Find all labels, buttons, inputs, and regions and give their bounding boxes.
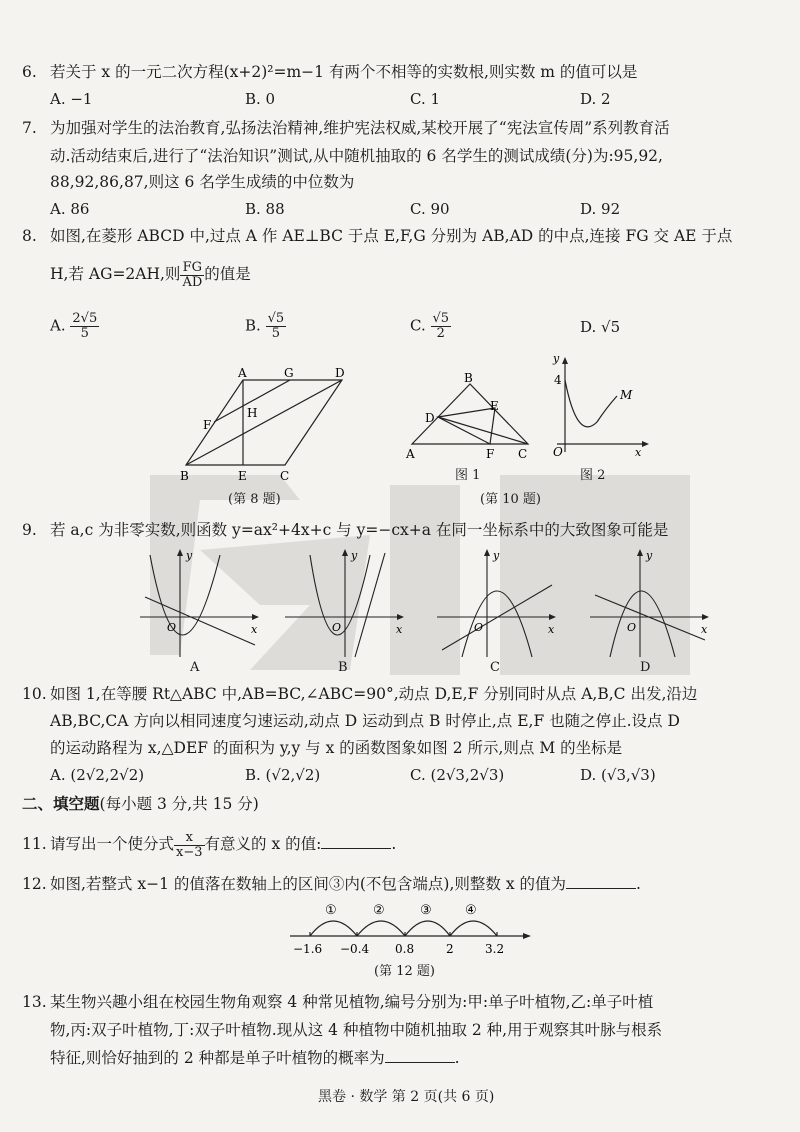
point-m-label: M (620, 388, 633, 402)
section-note: (每小题 3 分,共 15 分) (99, 795, 259, 813)
question-7-line2: 动.活动结束后,进行了“法治知识”测试,从中随机抽取的 6 名学生的测试成绩(分)为:95,92, (50, 147, 663, 165)
fraction (70, 312, 99, 341)
question-number: 6. (22, 63, 37, 81)
fraction (266, 312, 287, 341)
label-c: C (518, 447, 528, 461)
option-d: D. (√3,√3) (580, 766, 656, 784)
origin-label: O (627, 621, 637, 634)
question-text: 如图 1,在等腰 Rt△ABC 中,AB=BC,∠ABC=90°,动点 D,E,F 分别同时从点 A,B,C 出发,沿边 (50, 685, 698, 703)
question-text: 请写出一个使分式 (50, 835, 175, 853)
question-number: 9. (22, 521, 37, 539)
answer-blank[interactable] (321, 834, 391, 849)
axis-y-label: y (351, 549, 358, 562)
question-text-end: . (636, 875, 641, 893)
graph-b-label: B (338, 660, 348, 675)
option-b (245, 312, 286, 341)
number-line (285, 900, 535, 960)
origin-label: O (167, 621, 177, 634)
question-number: 13. (22, 993, 47, 1011)
origin-label: O (553, 445, 563, 459)
interval-2: ② (373, 903, 385, 918)
question-7 (22, 118, 670, 138)
fraction-numerator: √5 (432, 311, 450, 326)
question-10-line3: 的运动路程为 x,△DEF 的面积为 y,y 与 x 的函数图象如图 2 所示,则点 M 的坐标是 (50, 739, 623, 757)
question-13 (22, 992, 653, 1012)
question-text: 如图,在菱形 ABCD 中,过点 A 作 AE⊥BC 于点 E,F,G 分别为 AB,AD 的中点,连接 FG 交 AE 于点 (50, 227, 733, 245)
axis-x-label: x (396, 623, 403, 636)
section-title: 二、填空题 (22, 794, 100, 813)
question-text: 若关于 x 的一元二次方程(x+2)²=m−1 有两个不相等的实数根,则实数 m 的值可以是 (50, 63, 638, 81)
tick-4: 4 (554, 373, 562, 387)
question-number: 8. (22, 227, 37, 245)
option-label: D. (580, 318, 597, 336)
section-heading (22, 794, 259, 814)
label-a: A (238, 366, 247, 380)
page-footer: 黑卷 · 数学 第 2 页(共 6 页) (318, 1089, 495, 1105)
option-b: B. 0 (245, 90, 276, 108)
label-f: F (203, 418, 212, 432)
answer-blank[interactable] (385, 1048, 455, 1063)
question-number: 11. (22, 835, 47, 853)
question-11 (22, 826, 396, 862)
question-8-line2 (50, 256, 251, 292)
question-10-line2: AB,BC,CA 方向以相同速度匀速运动,动点 D 运动到点 B 时停止,点 E,F 也随之停止.设点 D (50, 712, 680, 730)
option-c: C. (2√3,2√3) (410, 766, 505, 784)
origin-label: O (332, 621, 342, 634)
axis-y-label: y (553, 352, 560, 365)
option-d: D. 2 (580, 90, 611, 108)
question-text: 某生物兴趣小组在校园生物角观察 4 种常见植物,编号分别为:甲:单子叶植物,乙:单子叶植 (50, 993, 654, 1011)
question-text: 如图,若整式 x−1 的值落在数轴上的区间③内(不包含端点),则整数 x 的值为 (50, 875, 566, 893)
question-7-line3: 88,92,86,87,则这 6 名学生成绩的中位数为 (50, 173, 355, 191)
fraction-denominator: 5 (271, 326, 280, 341)
question-8 (22, 226, 732, 246)
label-a: A (406, 447, 415, 461)
question-10 (22, 684, 697, 704)
axis-x-label: x (548, 623, 555, 636)
question-9 (22, 520, 668, 540)
figure-1-caption: 图 1 (455, 468, 481, 483)
label-e: E (490, 399, 499, 413)
figure-caption: (第 8 题) (228, 492, 281, 507)
option-a: A. 86 (50, 200, 90, 218)
graph-c (432, 545, 562, 660)
question-text: 的值是 (204, 265, 251, 283)
fraction (180, 261, 204, 290)
option-label: A. (50, 316, 66, 335)
graph-d (585, 545, 715, 660)
axis-x-label: x (251, 623, 258, 636)
answer-blank[interactable] (566, 874, 636, 889)
question-text: 特征,则恰好抽到的 2 种都是单子叶植物的概率为 (50, 1049, 385, 1067)
graph-c-label: C (490, 660, 500, 675)
option-label: C. (410, 316, 426, 335)
axis-x-label: x (635, 446, 642, 459)
label-b: B (464, 372, 473, 385)
figure-2-caption: 图 2 (580, 468, 606, 483)
option-value: √5 (601, 318, 621, 336)
question-text: 若 a,c 为非零实数,则函数 y=ax²+4x+c 与 y=−cx+a 在同一坐标系中的大致图象可能是 (50, 521, 669, 539)
fraction (174, 831, 205, 860)
fraction-denominator: x−3 (176, 844, 203, 860)
question-text-end: . (454, 1049, 460, 1067)
fraction-numerator: x (174, 831, 205, 846)
tick-label: 2 (446, 942, 454, 956)
option-c: C. 90 (410, 200, 450, 218)
option-a (50, 312, 99, 341)
question-number: 12. (22, 875, 47, 893)
tick-label: 0.8 (395, 942, 415, 956)
interval-4: ④ (465, 903, 477, 918)
label-d: D (335, 366, 345, 380)
option-c (410, 312, 451, 341)
option-d (580, 318, 620, 336)
figure-graph (545, 352, 655, 462)
question-12 (22, 874, 641, 894)
fraction-numerator: FG (180, 261, 204, 276)
label-b: B (180, 469, 189, 483)
question-6 (22, 62, 637, 82)
fraction-denominator: 5 (80, 326, 89, 341)
graph-b (280, 545, 410, 660)
question-text-end: . (391, 835, 397, 853)
option-b: B. (√2,√2) (245, 766, 321, 784)
option-a: A. (2√2,2√2) (50, 766, 145, 784)
label-d: D (425, 411, 435, 425)
axis-x-label: x (701, 623, 708, 636)
graph-a (135, 545, 265, 660)
label-h: H (247, 406, 258, 420)
fraction-numerator: √5 (267, 311, 285, 326)
fraction-numerator: 2√5 (72, 311, 98, 326)
tick-label: 3.2 (485, 942, 505, 956)
fraction (431, 312, 452, 341)
question-number: 7. (22, 119, 37, 137)
question-number: 10. (22, 685, 47, 703)
figure-triangle (400, 372, 535, 462)
question-text: 有意义的 x 的值: (204, 835, 322, 853)
label-c: C (280, 469, 290, 483)
option-c: C. 1 (410, 90, 441, 108)
graph-d-label: D (640, 660, 651, 675)
option-d: D. 92 (580, 200, 621, 218)
axis-y-label: y (493, 549, 500, 562)
question-text: 为加强对学生的法治教育,弘扬法治精神,维护宪法权威,某校开展了“宪法宣传周”系列教育活 (50, 119, 670, 137)
question-13-line3 (50, 1048, 460, 1068)
origin-label: O (474, 621, 484, 634)
figure-caption: (第 12 题) (374, 964, 435, 979)
axis-y-label: y (186, 549, 193, 562)
option-label: B. (245, 316, 261, 335)
fraction-denominator: AD (182, 274, 203, 290)
figure-caption: (第 10 题) (480, 492, 541, 507)
graph-a-label: A (190, 660, 200, 675)
label-e: E (238, 469, 247, 483)
tick-label: −0.4 (340, 942, 370, 956)
option-b: B. 88 (245, 200, 285, 218)
tick-label: −1.6 (293, 942, 323, 956)
interval-1: ① (325, 903, 337, 918)
figure-rhombus (170, 365, 360, 490)
axis-y-label: y (646, 549, 653, 562)
question-text: H,若 AG=2AH,则 (50, 265, 181, 283)
question-13-line2: 物,丙:双子叶植物,丁:双子叶植物.现从这 4 种植物中随机抽取 2 种,用于观察其叶脉与根系 (50, 1021, 663, 1039)
label-f: F (486, 447, 495, 461)
label-g: G (284, 366, 294, 380)
option-a: A. −1 (50, 90, 93, 108)
fraction-denominator: 2 (436, 326, 445, 341)
interval-3: ③ (420, 903, 432, 918)
